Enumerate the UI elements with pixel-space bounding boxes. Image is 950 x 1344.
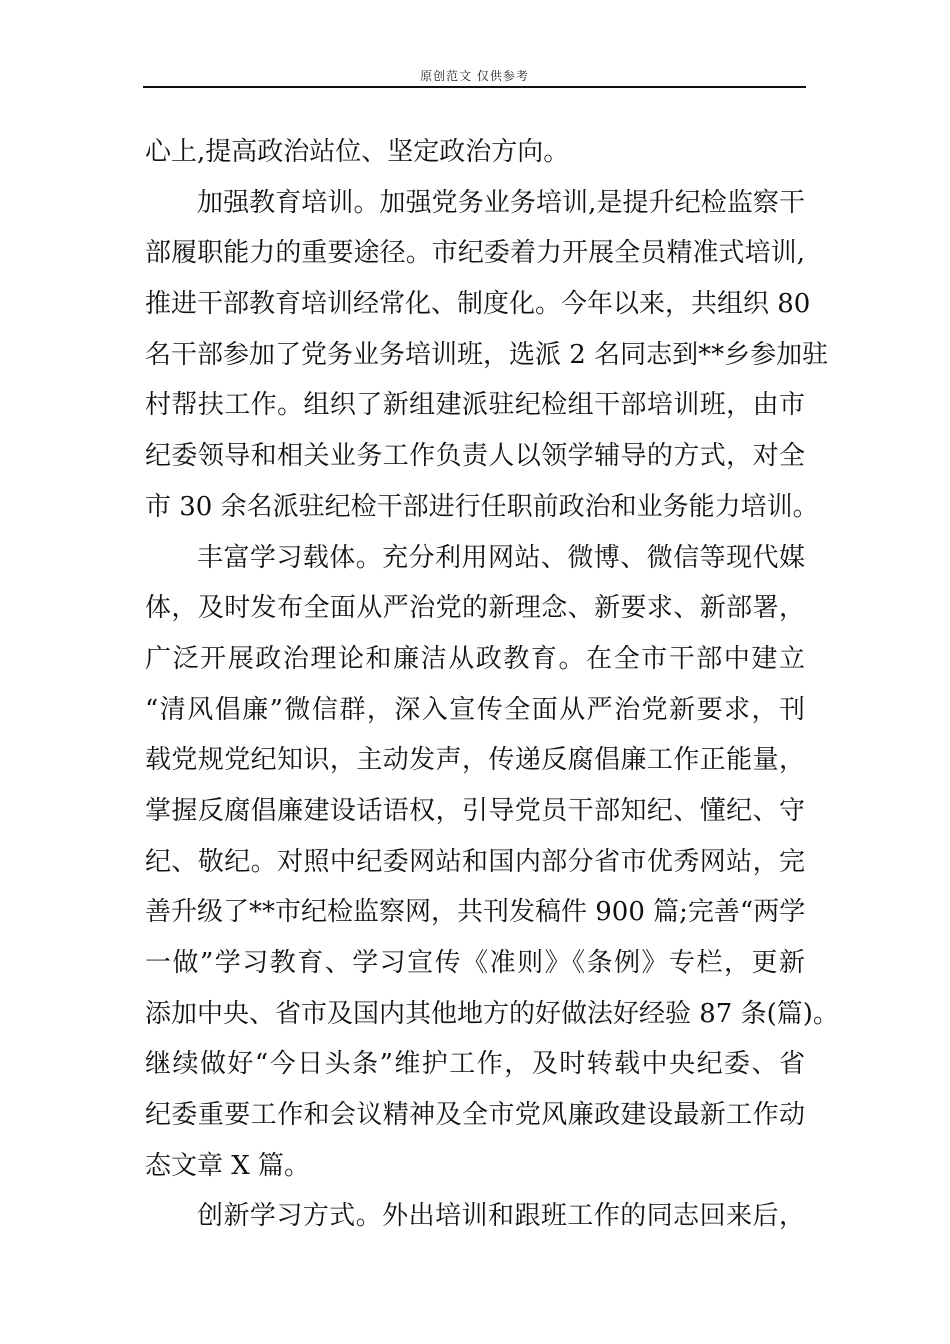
text-line: 纪委领导和相关业务工作负责人以领学辅导的方式，对全 — [145, 441, 805, 472]
text-line: 载党规党纪知识，主动发声，传递反腐倡廉工作正能量， — [145, 745, 805, 776]
page-header: 原创范文 仅供参考 — [420, 69, 529, 83]
document-body — [145, 127, 839, 1242]
text-line: 村帮扶工作。组织了新组建派驻纪检组干部培训班，由市 — [145, 390, 805, 421]
text-line: 部履职能力的重要途径。市纪委着力开展全员精准式培训, — [145, 238, 805, 269]
text-line: 推进干部教育培训经常化、制度化。今年以来，共组织 80 — [145, 289, 811, 320]
text-line: 继续做好“今日头条”维护工作，及时转载中央纪委、省 — [145, 1049, 805, 1080]
header-rule — [143, 86, 806, 88]
text-line: 掌握反腐倡廉建设话语权，引导党员干部知纪、懂纪、守 — [145, 795, 805, 826]
text-line: 善升级了**市纪检监察网，共刊发稿件 900 篇;完善“两学 — [145, 897, 806, 928]
text-line: 市 30 余名派驻纪检干部进行任职前政治和业务能力培训。 — [145, 491, 819, 522]
text-line: 纪委重要工作和会议精神及全市党风廉政建设最新工作动 — [145, 1100, 805, 1131]
text-line: 体，及时发布全面从严治党的新理念、新要求、新部署， — [145, 593, 805, 624]
text-line: 心上,提高政治站位、坚定政治方向。 — [145, 137, 570, 167]
paragraph-start-line: 加强教育培训。加强党务业务培训,是提升纪检监察干 — [197, 187, 805, 218]
text-line: 添加中央、省市及国内其他地方的好做法好经验 87 条(篇)。 — [145, 998, 839, 1029]
text-line: 一做”学习教育、学习宣传《准则》《条例》专栏，更新 — [145, 948, 805, 978]
paragraph-start-line: 丰富学习载体。充分利用网站、微博、微信等现代媒 — [197, 542, 805, 573]
text-line: 广泛开展政治理论和廉洁从政教育。在全市干部中建立 — [145, 643, 805, 674]
paragraph-start-line: 创新学习方式。外出培训和跟班工作的同志回来后， — [197, 1201, 805, 1232]
text-line: “清风倡廉”微信群，深入宣传全面从严治党新要求，刊 — [145, 694, 805, 725]
text-line: 态文章 X 篇。 — [145, 1150, 311, 1181]
text-line: 纪、敬纪。对照中纪委网站和国内部分省市优秀网站，完 — [145, 846, 805, 877]
text-line: 名干部参加了党务业务培训班，选派 2 名同志到**乡参加驻 — [145, 339, 829, 370]
